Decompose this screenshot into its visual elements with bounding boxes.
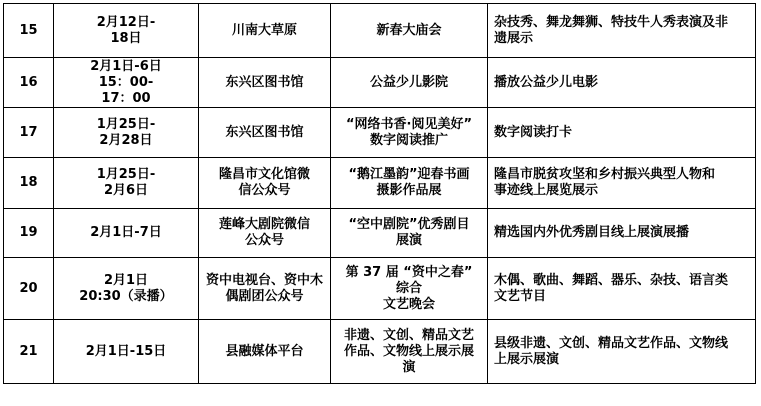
event-description: [488, 108, 756, 158]
event-name-line: 展演: [395, 233, 422, 248]
event-venue-line: 莲峰大剧院微信: [218, 217, 310, 232]
event-venue-line: 资中电视台、资中木: [205, 272, 323, 288]
row-number: 15: [4, 4, 54, 58]
event-venue: [199, 258, 331, 320]
event-date: [54, 258, 199, 320]
event-description-line: 县级非遗、文创、精品文艺作品、文物线: [494, 335, 729, 351]
events-table: [3, 3, 756, 384]
event-venue: [199, 209, 331, 258]
event-name-line: 作品、文物线上展示展: [343, 343, 474, 359]
event-description: [488, 4, 756, 58]
event-venue-line: 东兴区图书馆: [225, 124, 304, 140]
row-number: 18: [4, 158, 54, 209]
event-venue: [199, 58, 331, 108]
event-date: [54, 58, 199, 108]
event-name: [331, 258, 488, 320]
event-date-line: 2月12日-: [96, 14, 156, 30]
event-name-line: “网络书香·阅见美好”: [345, 116, 473, 132]
event-name-line: 摄影作品展: [376, 183, 442, 198]
table-row: [4, 320, 756, 384]
event-venue: [199, 108, 331, 158]
event-venue-line: 县融媒体平台: [225, 343, 304, 359]
event-name: [331, 320, 488, 384]
event-description: [488, 209, 756, 258]
event-date-line: 2月6日: [103, 183, 149, 198]
table-row: [4, 58, 756, 108]
event-name: [331, 158, 488, 209]
event-date-line: 15：00-: [98, 74, 154, 90]
event-date: [54, 108, 199, 158]
table-row: [4, 258, 756, 320]
event-description-line: 精选国内外优秀剧目线上展演展播: [494, 225, 690, 240]
row-number: 20: [4, 258, 54, 320]
event-name-line: 第 37 届 “资中之春”: [345, 264, 473, 280]
event-venue-line: 川南大草原: [231, 22, 297, 38]
event-name-line: 公益少儿影院: [369, 74, 448, 90]
event-description-line: 木偶、歌曲、舞蹈、器乐、杂技、语言类: [494, 272, 729, 288]
event-date-line: 1月25日-: [96, 167, 156, 182]
event-name: [331, 209, 488, 258]
row-number: 21: [4, 320, 54, 384]
event-description-line: 杂技秀、舞龙舞狮、特技牛人秀表演及非: [494, 14, 729, 30]
row-number: 16: [4, 58, 54, 108]
event-description: [488, 58, 756, 108]
event-description-line: 文艺节目: [494, 288, 547, 304]
event-date-line: 2月28日: [99, 132, 153, 148]
event-description-line: 遗展示: [494, 30, 534, 46]
event-venue-line: 信公众号: [238, 183, 291, 198]
event-description-line: 数字阅读打卡: [494, 124, 573, 140]
event-date-line: 20:30（录播）: [79, 288, 173, 304]
event-venue-line: 隆昌市文化馆微: [218, 167, 310, 182]
event-date: [54, 320, 199, 384]
event-date-line: 18日: [110, 30, 142, 46]
event-description-line: 隆昌市脱贫攻坚和乡村振兴典型人物和: [494, 167, 716, 182]
event-date-line: 2月1日-15日: [85, 343, 167, 359]
event-date-line: 2月1日-6日: [90, 58, 162, 74]
event-venue-line: 偶剧团公众号: [225, 288, 304, 304]
event-venue-line: 东兴区图书馆: [225, 74, 304, 90]
row-number: 17: [4, 108, 54, 158]
event-date: [54, 4, 199, 58]
event-name-line: “鹅江墨韵”迎春书画: [348, 167, 470, 182]
event-description: [488, 158, 756, 209]
table-row: [4, 4, 756, 58]
event-date-line: 2月1日-7日: [90, 225, 162, 240]
event-date: [54, 209, 199, 258]
event-name: [331, 58, 488, 108]
event-description-line: 播放公益少儿电影: [494, 74, 599, 90]
table-row: [4, 158, 756, 209]
event-description-line: 事迹线上展览展示: [494, 183, 599, 198]
event-venue-line: 公众号: [244, 233, 284, 248]
event-description-line: 上展示展演: [494, 351, 560, 367]
event-venue: [199, 4, 331, 58]
event-venue: [199, 320, 331, 384]
event-name-line: 新春大庙会: [376, 22, 442, 38]
event-description: [488, 258, 756, 320]
event-description: [488, 320, 756, 384]
event-name: [331, 4, 488, 58]
table-row: [4, 108, 756, 158]
event-date-line: 2月1日: [103, 272, 149, 288]
event-name: [331, 108, 488, 158]
event-name-line: 文艺晚会: [382, 296, 435, 312]
event-venue: [199, 158, 331, 209]
table-row: [4, 209, 756, 258]
event-name-line: “空中剧院”优秀剧目: [348, 217, 470, 232]
event-date-line: 17：00: [101, 90, 151, 106]
event-name-line: 数字阅读推广: [369, 132, 448, 148]
event-name-line: 非遗、文创、精品文艺: [343, 327, 474, 343]
event-name-line: 演: [402, 359, 416, 375]
event-date: [54, 158, 199, 209]
event-date-line: 1月25日-: [96, 116, 156, 132]
row-number: 19: [4, 209, 54, 258]
event-name-line: 综合: [395, 280, 422, 296]
